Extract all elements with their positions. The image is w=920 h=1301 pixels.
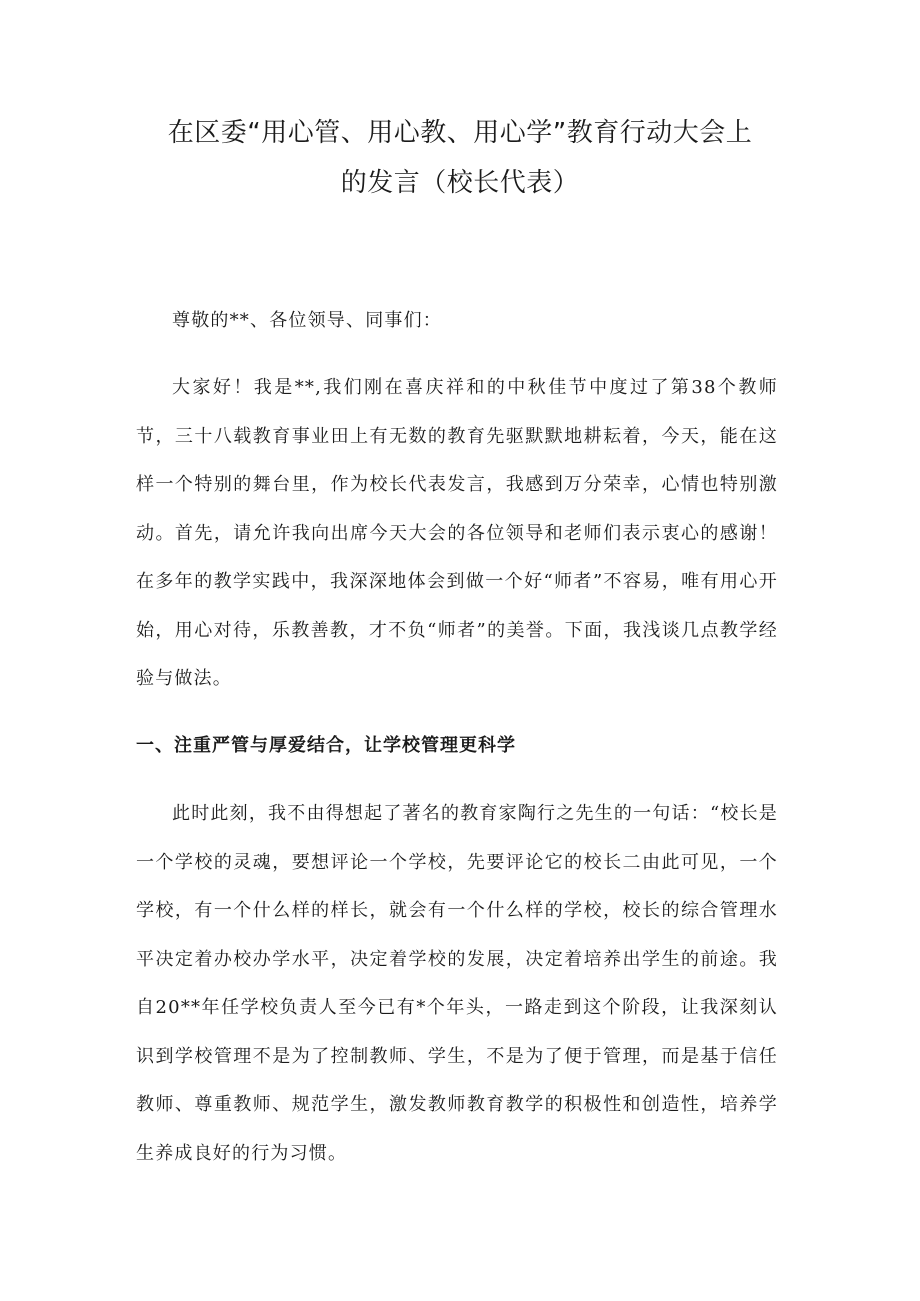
title-line-2: 的发言（校长代表） xyxy=(340,168,580,198)
paragraph-section-1: 此时此刻，我不由得想起了著名的教育家陶行之先生的一句话：“校长是一个学校的灵魂，要想评论一个学校，先要评论它的校长二由此可见，一个学校，有一个什么样的样长，就会有一个什么样的学校，校长的综合管理水平决定着办校办学水平，决定着学校的发展，决定着培养出学生的前途。我自20**年任学校负责人至今已有*个年头，一路走到这个阶段，让我深刻认识到学校管理不是为了控制教师、学生，不是为了便于管理，而是基于信任教师、尊重教师、规范学生，激发教师教育教学的积极性和创造性，培养学生养成良好的行为习惯。 xyxy=(136,803,778,1164)
title-line-1: 在区委“用心管、用心教、用心学”教育行动大会上 xyxy=(167,118,753,148)
paragraph-opening: 大家好！我是**,我们刚在喜庆祥和的中秋佳节中度过了第38个教师节，三十八载教育事业田上有无数的教育先驱默默地耕耘着，今天，能在这样一个特别的舞台里，作为校长代表发言，我感到万分荣幸，心情也特别激动。首先，请允许我向出席今天大会的各位领导和老师们表示衷心的感谢！在多年的教学实践中，我深深地体会到做一个好“师者”不容易，唯有用心开始，用心对待，乐教善教，才不负“师者”的美誉。下面，我浅谈几点教学经验与做法。 xyxy=(136,377,778,689)
salutation: 尊敬的**、各位领导、同事们： xyxy=(172,310,442,331)
document-title xyxy=(110,108,810,208)
section-heading-1: 一、注重严管与厚爱结合，让学校管理更科学 xyxy=(136,735,516,756)
